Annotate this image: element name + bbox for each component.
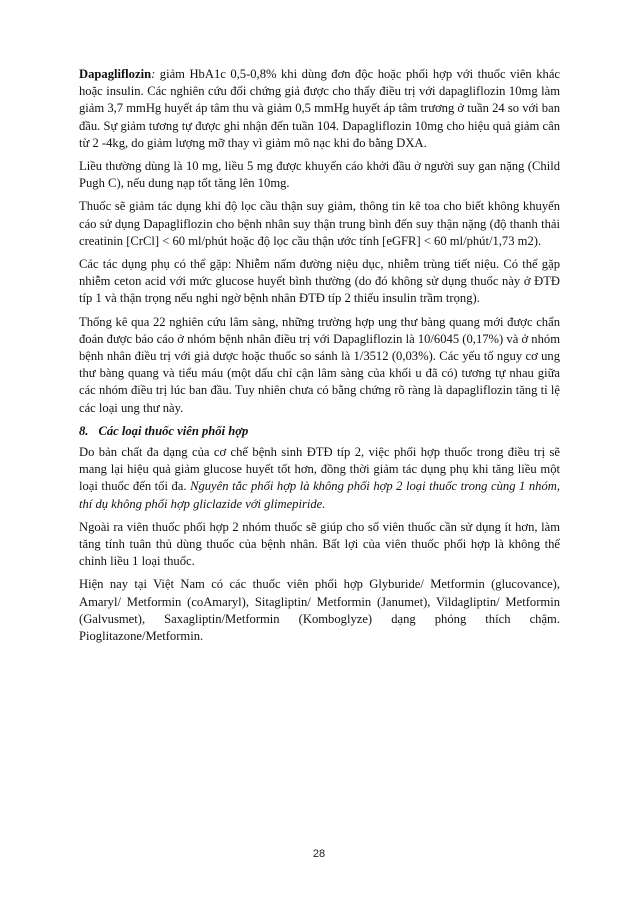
paragraph-vietnam-products: Hiện nay tại Việt Nam có các thuốc viên phối hợp Glyburide/ Metformin (glucovance), Amaryl/ Metformin (coAmaryl), Sitagliptin/ Metformin (Janumet), Vildagliptin/ Metformin (Galvusmet), Saxagliptin/Metformin (Komboglyze) dạng phóng thích chậm. Pioglitazone/Metformin. — [79, 577, 560, 644]
section-number: 8. — [79, 423, 89, 438]
paragraph-renal-function: Thuốc sẽ giảm tác dụng khi độ lọc cầu thận suy giảm, thông tin kê toa cho biết không khuyến cáo sử dụng Dapagliflozin cho bệnh nhân suy thận trung bình đến suy thận nặng (độ thanh thải creatinin [CrCl] < 60 ml/phút hoặc độ lọc cầu thận ước tính [eGFR] < 60 ml/phút/1,73 m2). — [79, 199, 560, 248]
paragraph-combination-rationale — [79, 444, 560, 513]
paragraph-side-effects: Các tác dụng phụ có thể gặp: Nhiễm nấm đường niệu dục, nhiễm trùng tiết niệu. Có thể gặp nhiễm ceton acid với mức glucose huyết bình thường (do đó không sử dụng thuốc này ở ĐTĐ típ 1 và thận trọng nếu nghi ngờ bệnh nhân ĐTĐ típ 2 thiếu insulin trầm trọng). — [79, 257, 560, 306]
page-number: 28 — [312, 848, 326, 860]
drug-name-bold: Dapagliflozin — [79, 67, 152, 81]
paragraph-text: giảm HbA1c 0,5-0,8% khi dùng đơn độc hoặc phối hợp với thuốc viên khác hoặc insulin. Các nghiên cứu đối chứng giả được cho thấy điều trị với dapagliflozin 10mg làm giảm 3,7 mmHg huyết áp tâm thu và giảm 0,5 mmHg huyết áp tâm trương ở tuần 24 so với ban đầu. Sự giảm tương tự được ghi nhận đến tuần 104. Dapagliflozin 10mg cho hiệu quả giảm cân từ 2 -4kg, do giảm lượng mỡ thay vì giảm mô nạc khi đo bằng DXA. — [79, 67, 560, 150]
paragraph-bladder-cancer: Thống kê qua 22 nghiên cứu lâm sàng, những trường hợp ung thư bàng quang mới được chẩn đoán được báo cáo ở nhóm bệnh nhân điều trị với Dapagliflozin là 10/6045 (0,17%) và ở nhóm bệnh nhân điều trị với giả dược hoặc thuốc so sánh là 1/3512 (0,03%). Các yếu tố nguy cơ ung thư bàng quang và tiểu máu (một dấu chỉ cận lâm sàng của khối u đã có) tương tự nhau giữa các nhóm điều trị lúc ban đầu. Tuy nhiên chưa có bằng chứng rõ ràng là dapagliflozin tăng tỉ lệ các loại ung thư này. — [79, 314, 560, 415]
paragraph-italic-principle: Nguyên tắc phối hợp là không phối hợp 2 loại thuốc trong cùng 1 nhóm, thí dụ không phối hợp gliclazide với glimepiride. — [79, 479, 560, 511]
paragraph-dapagliflozin-efficacy — [79, 66, 560, 152]
paragraph-dosage: Liều thường dùng là 10 mg, liều 5 mg được khuyến cáo khởi đầu ở người suy gan nặng (Child Pugh C), nếu dung nạp tốt tăng lên 10mg. — [79, 159, 560, 191]
paragraph-text: Do bản chất đa dạng của cơ chế bệnh sinh ĐTĐ típ 2, việc phối hợp thuốc trong điều trị sẽ mang lại hiệu quả giảm glucose huyết tốt hơn, đồng thời giảm tác dụng phụ khi tăng liều một loại thuốc đến tối đa. — [79, 445, 560, 494]
colon-italic: : — [151, 67, 156, 81]
section-title: Các loại thuốc viên phối hợp — [98, 423, 249, 438]
section-heading — [79, 423, 560, 440]
document-body — [79, 66, 560, 651]
paragraph-combination-benefits: Ngoài ra viên thuốc phối hợp 2 nhóm thuốc sẽ giúp cho số viên thuốc cần sử dụng ít hơn, làm tăng tính tuân thủ dùng thuốc của bệnh nhân. Bất lợi của viên thuốc phối hợp là không thể chỉnh liều 1 loại thuốc. — [79, 519, 560, 569]
